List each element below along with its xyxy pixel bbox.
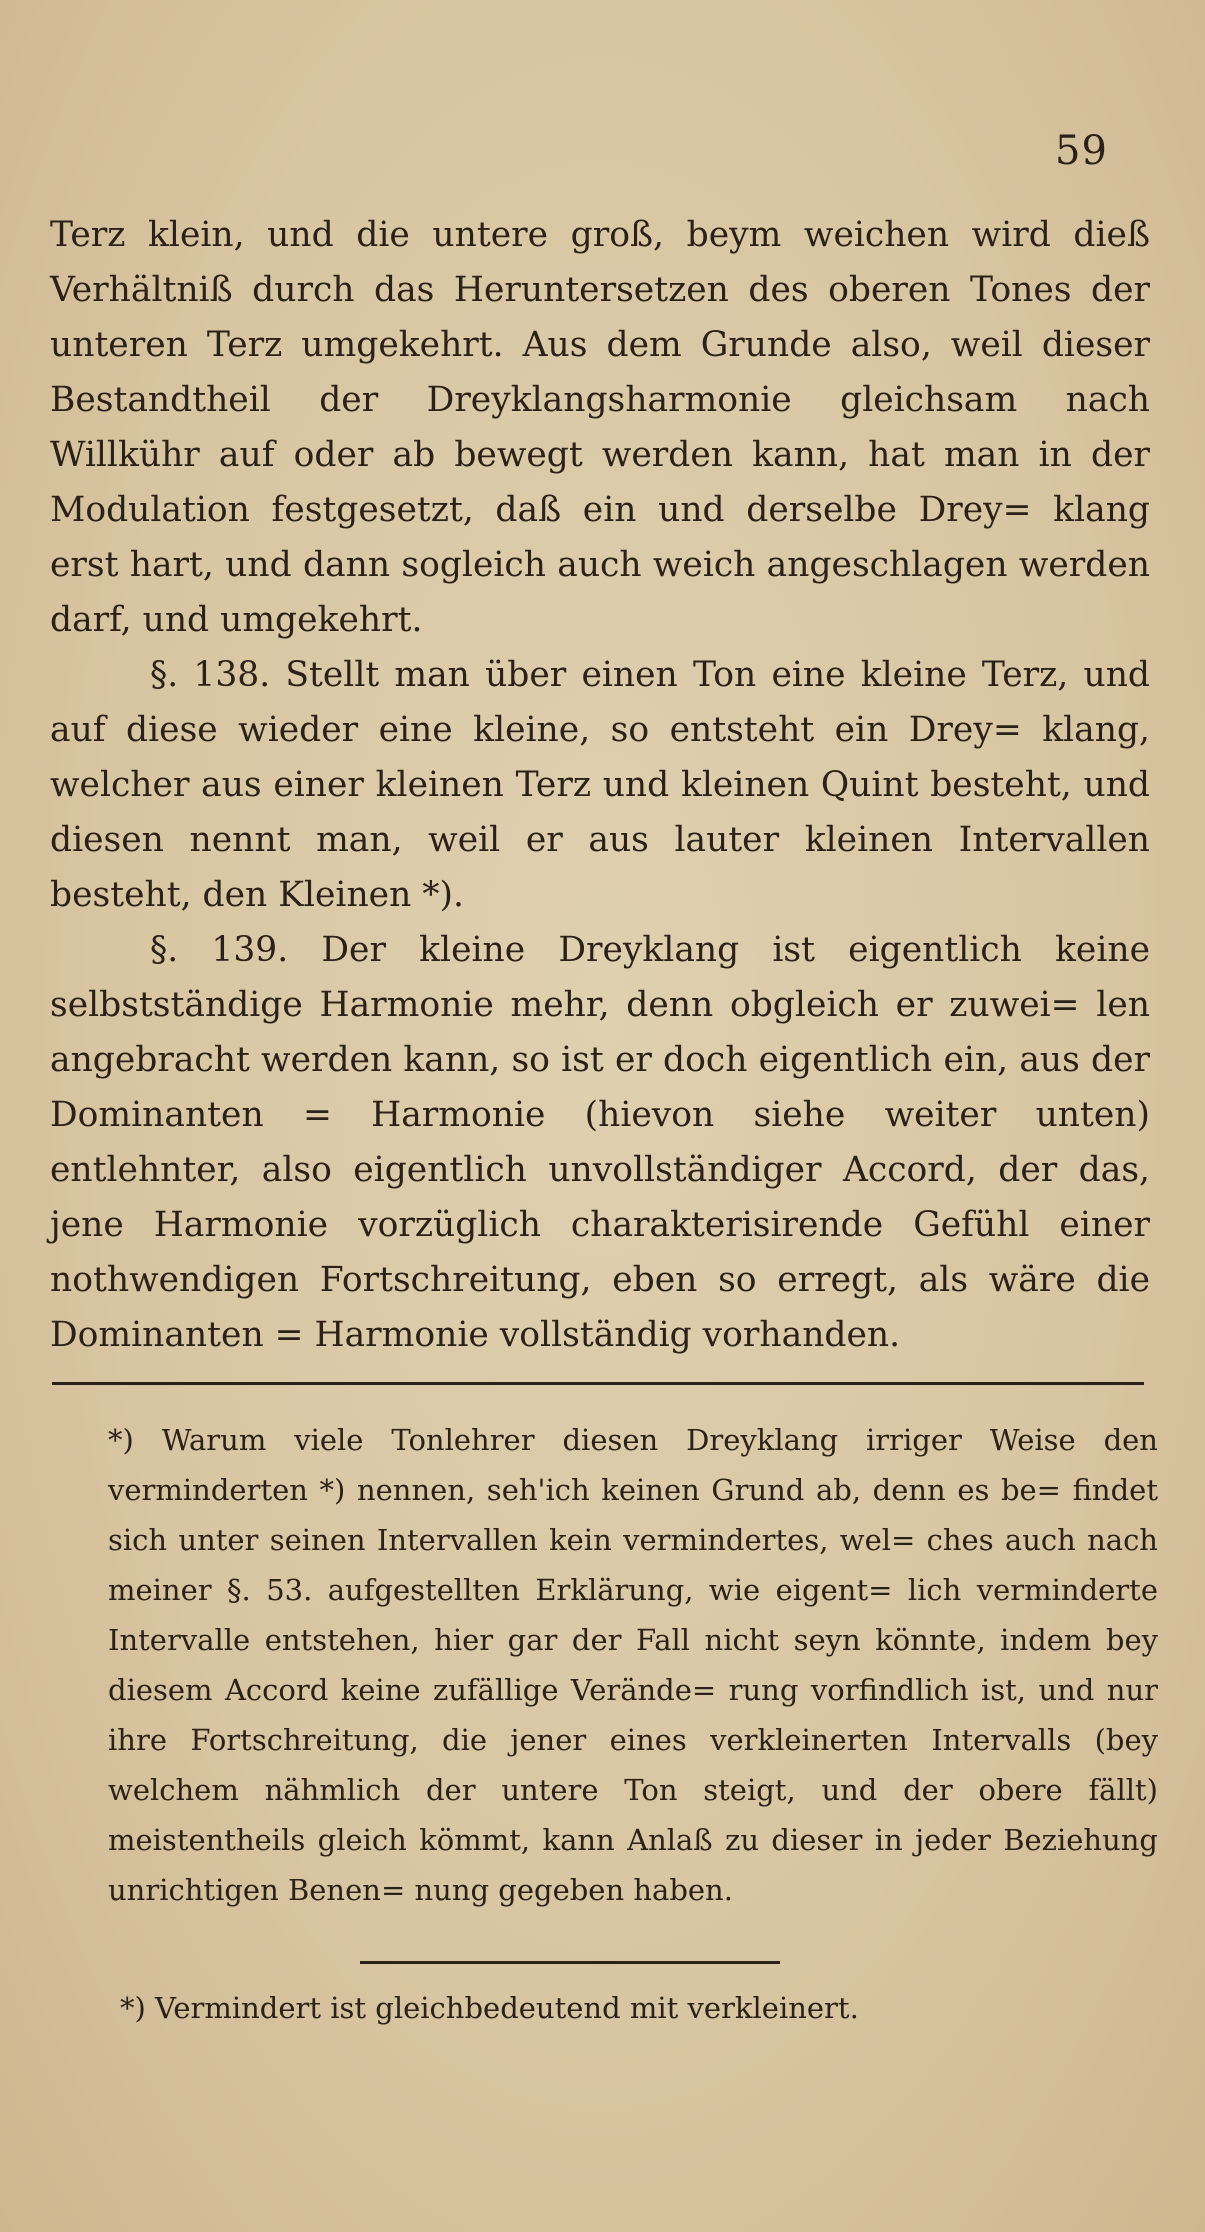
sub-footnote	[120, 1983, 1120, 2033]
page-number: 59	[1055, 128, 1108, 174]
main-text	[50, 208, 1150, 1363]
paragraph-continuation: Terz klein, und die untere groß, beym weichen wird dieß Verhältniß durch das Heruntersetzen des oberen Tones der unteren Terz umgekehrt. Aus dem Grunde also, weil dieser Bestandtheil der Dreyklangsharmonie gleichsam nach Willkühr auf oder ab bewegt werden kann, hat man in der Modulation festgesetzt, daß ein und derselbe Drey= klang erst hart, und dann sogleich auch weich angeschlagen werden darf, und umgekehrt.	[50, 215, 1150, 640]
footnote-divider	[52, 1382, 1144, 1385]
sub-footnote-divider	[360, 1961, 780, 1964]
paragraph-section-139: §. 139. Der kleine Dreyklang ist eigentlich keine selbstständige Harmonie mehr, denn obgleich er zuwei= len angebracht werden kann, so ist er doch eigentlich ein, aus der Dominanten = Harmonie (hievon siehe weiter unten) entlehnter, also eigentlich unvollständiger Accord, der das, jene Harmonie vorzüglich charakterisirende Gefühl einer nothwendigen Fortschreitung, eben so erregt, als wäre die Dominanten = Harmonie vollständig vorhanden.	[50, 930, 1150, 1355]
footnote	[108, 1415, 1158, 1915]
sub-footnote-text: *) Vermindert ist gleichbedeutend mit verkleinert.	[120, 1991, 859, 2025]
paragraph-section-138: §. 138. Stellt man über einen Ton eine kleine Terz, und auf diese wieder eine kleine, so entsteht ein Drey= klang, welcher aus einer kleinen Terz und kleinen Quint besteht, und diesen nennt man, weil er aus lauter kleinen Intervallen besteht, den Kleinen *).	[50, 655, 1150, 915]
footnote-text: *) Warum viele Tonlehrer diesen Dreyklang irriger Weise den verminderten *) nennen, seh'ich keinen Grund ab, denn es be= findet sich unter seinen Intervallen kein vermindertes, wel= ches auch nach meiner §. 53. aufgestellten Erklärung, wie eigent= lich verminderte Intervalle entstehen, hier gar der Fall nicht seyn könnte, indem bey diesem Accord keine zufällige Verände= rung vorfindlich ist, und nur ihre Fortschreitung, die jener eines verkleinerten Intervalls (bey welchem nähmlich der untere Ton steigt, und der obere fällt) meistentheils gleich kömmt, kann Anlaß zu dieser in jeder Beziehung unrichtigen Benen= nung gegeben haben.	[108, 1423, 1158, 1907]
